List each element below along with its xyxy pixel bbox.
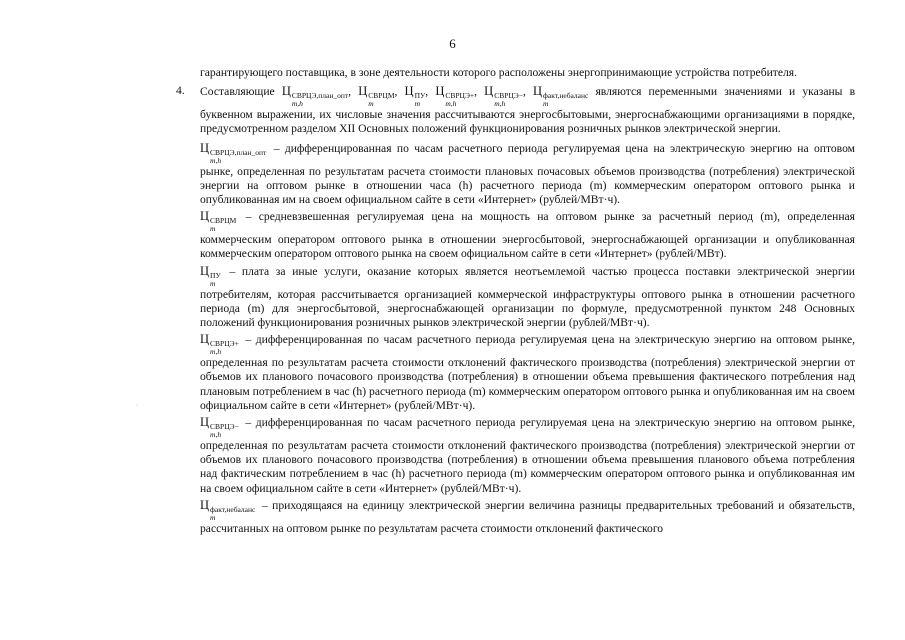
definition-symbol: Ц ПУ m	[200, 263, 221, 288]
symbol-ts-plan-opt: Ц СВРЦЭ,план_опт m,h	[281, 84, 349, 109]
item-lead-text: Составляющие	[200, 85, 275, 99]
symbol-ts-fact-nebalans: Ц факт,небаланс m	[533, 84, 589, 109]
definition-plus	[200, 332, 855, 413]
definition-fact-nebalans	[200, 498, 855, 536]
document-body	[176, 66, 856, 538]
definition-minus	[200, 415, 855, 496]
definition-symbol: Ц факт,небаланс m	[200, 497, 256, 522]
definition-plan-opt	[200, 141, 855, 208]
definition-text: – плата за иные услуги, оказание которых является неотъемлемой частью процесса поставки электрической энергии потребителям, которая рассчитывается организацией коммерческой инфраструктуры оптового рынка в отношении расчетного периода (m) для энергосбытовой, энергоснабжающей организации по формуле, предусмотренной пунктом 248 Основных положений функционирования розничных рынков электрической энергии (рублей/МВт·ч).	[200, 264, 855, 330]
definition-svrtsm	[200, 209, 855, 261]
definition-text: – приходящаяся на единицу электрической энергии величина разницы предварительных требований и обязательств, рассчитанных на оптовом рынке по результатам расчета стоимости отклонений фактического	[200, 498, 855, 535]
item-4-paragraph: 4. Составляющие Ц СВРЦЭ,план_опт m,h , Ц СВРЦМ m , Ц ПУ m , Ц СВРЦЭ+ m,h , Ц СВРЦЭ− m,h , Ц факт,небаланс m являются переменными значениями и указаны в буквенном выражении, их числовые значения рассчитываются энергосбытовыми, энергоснабжающими организациями в порядке, предусмотренном разделом XII Основных положений функционирования розничных рынков электрической энергии.	[176, 84, 856, 136]
symbol-ts-svrtsm: Ц СВРЦМ m	[358, 84, 395, 109]
definition-symbol: Ц СВРЦЭ,план_опт m,h	[200, 140, 267, 165]
definition-text: – дифференцированная по часам расчетного периода регулируемая цена на электрическую энергию на оптовом рынке, определенная по результатам расчета стоимости отклонений фактического производства (потребления) электрической энергии от объемов их планового почасового производства (потребления) в отношении объема превышения фактического потребления над плановым потреблением в час (h) расчетного периода (m) коммерческим оператором оптового рынка и опубликованная им на своем официальном сайте в сети «Интернет» (рублей/МВт·ч).	[200, 333, 855, 412]
definition-symbol: Ц СВРЦЭ+ m,h	[200, 332, 239, 357]
item-number: 4.	[176, 84, 185, 98]
definition-symbol: Ц СВРЦМ m	[200, 209, 237, 234]
intro-paragraph-tail: гарантирующего поставщика, в зоне деятельности которого расположены энергопринимающие устройства потребителя.	[200, 66, 798, 79]
definition-text: – средневзвешенная регулируемая цена на мощность на оптовом рынке за расчетный период (m), определенная коммерческим оператором оптового рынка в отношении энергосбытовой, энергоснабжающей организации и опубликованная коммерческим оператором оптового рынка на своем официальном сайте в сети «Интернет» (рублей/МВт).	[200, 210, 855, 261]
item-tail-text: являются переменными значениями и указаны в буквенном выражении, их числовые значения рассчитываются энергосбытовыми, энергоснабжающими организациями в порядке, предусмотренном разделом XII Основных положений функционирования розничных рынков электрической энергии.	[200, 85, 856, 136]
definition-symbol: Ц СВРЦЭ− m,h	[200, 415, 239, 440]
symbol-ts-minus: Ц СВРЦЭ− m,h	[484, 84, 523, 109]
symbol-ts-pu: Ц ПУ m	[404, 84, 426, 109]
definition-text: – дифференцированная по часам расчетного периода регулируемая цена на электрическую энергию на оптовом рынке, определенная по результатам расчета стоимости отклонений фактического производства (потребления) электрической энергии от объемов их планового почасового производства (потребления) в отношении объема превышения планового объема потребления над фактическим потреблением в час (h) расчетного периода (m) коммерческим оператором оптового рынка и опубликованная им на своем официальном сайте в сети «Интернет» (рублей/МВт·ч).	[200, 416, 855, 495]
symbol-ts-plus: Ц СВРЦЭ+ m,h	[435, 84, 475, 109]
page-number: 6	[449, 36, 456, 51]
definition-pu	[200, 264, 855, 331]
scan-speck: ·	[136, 403, 138, 409]
definition-text: – дифференцированная по часам расчетного периода регулируемая цена на электрическую энергию на оптовом рынке, определенная по результатам расчета стоимости плановых почасовых объемов производства (потребления) электрической энергии на оптовом рынке в отношении часа (h) расчетного периода (m) коммерческим оператором оптового рынка и опубликованная им на своем официальном сайте в сети «Интернет» (рублей/МВт·ч).	[200, 141, 855, 207]
